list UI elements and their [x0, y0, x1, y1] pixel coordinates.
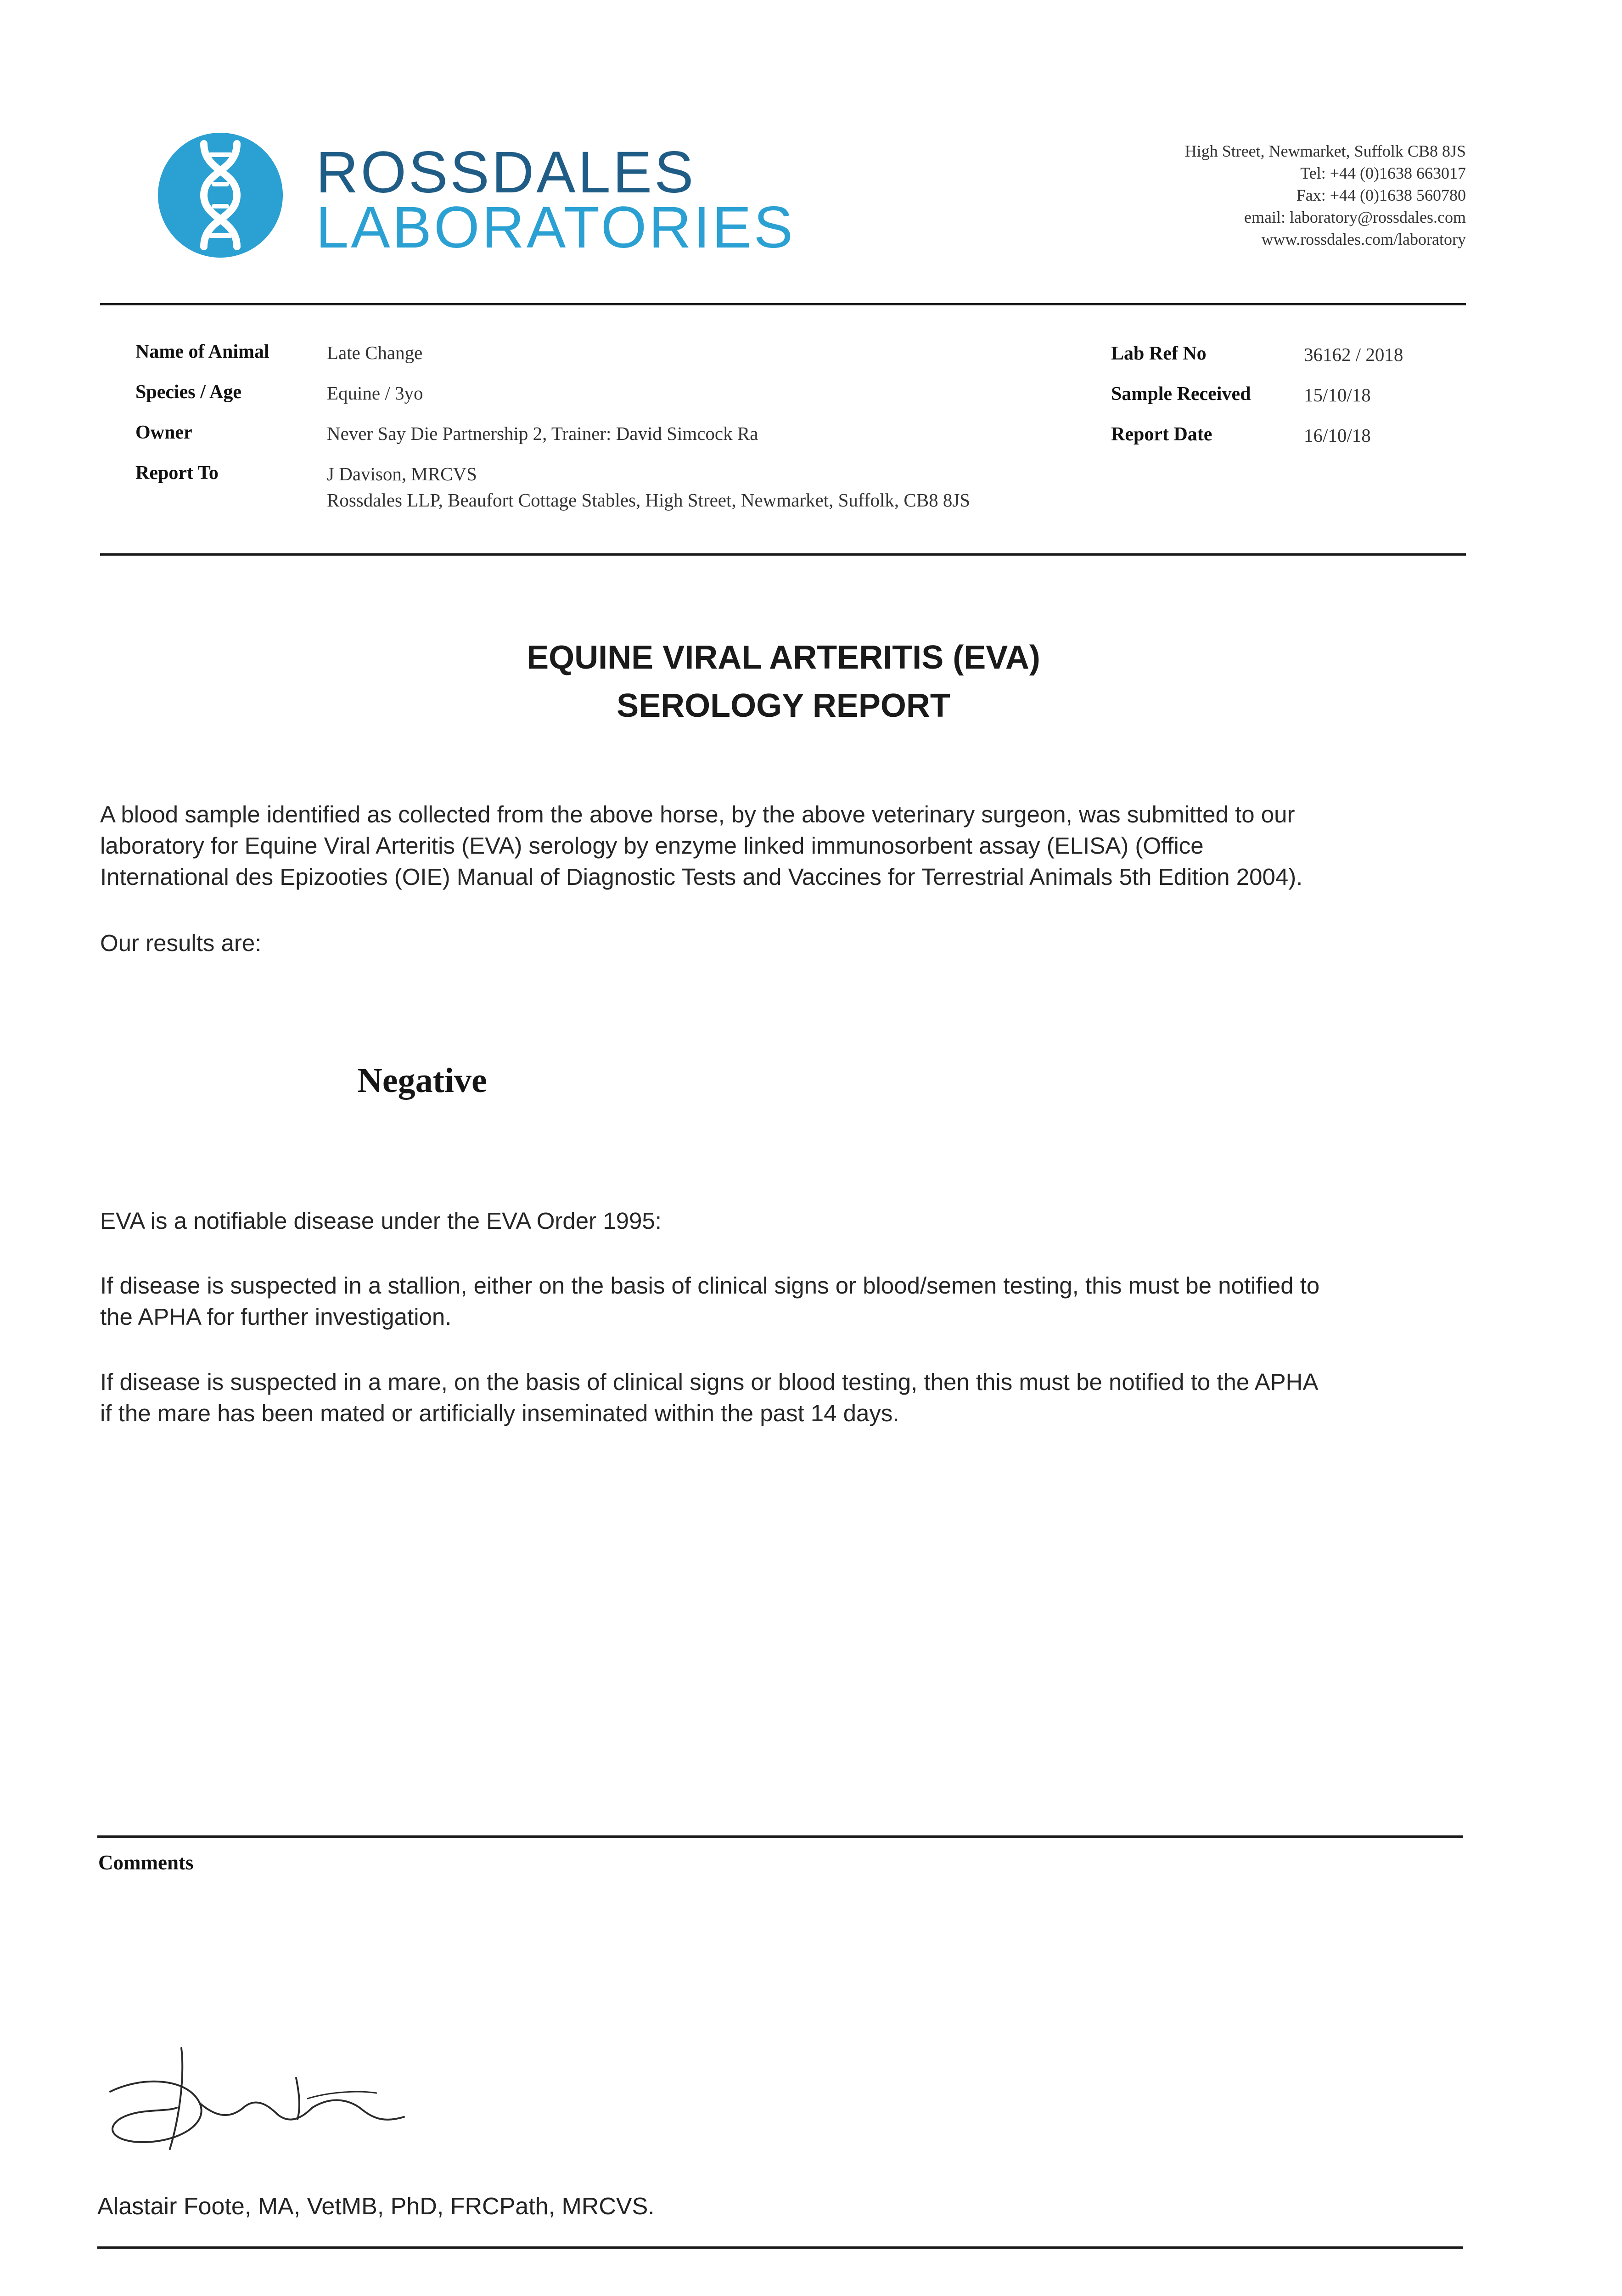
report-title [0, 634, 1567, 730]
dna-logo-icon [156, 131, 285, 259]
name-of-animal-value: Late Change [327, 342, 423, 363]
owner-value: Never Say Die Partnership 2, Trainer: David Simcock Ra [327, 423, 758, 444]
divider [97, 1835, 1463, 1838]
result-value: Negative [357, 1061, 487, 1100]
contact-block [1007, 140, 1466, 250]
divider [100, 303, 1466, 305]
report-to-name: J Davison, MRCVS [327, 463, 477, 484]
intro-line: International des Epizooties (OIE) Manual of Diagnostic Tests and Vaccines for Terrestrial Animals 5th Edition 2004). [100, 864, 1303, 890]
lab-ref-label: Lab Ref No [1111, 343, 1207, 364]
brand-subname: LABORATORIES [316, 195, 795, 260]
sample-received-label: Sample Received [1111, 383, 1251, 405]
brand-name: ROSSDALES [316, 140, 696, 205]
report-to-address: Rossdales LLP, Beaufort Cottage Stables, High Street, Newmarket, Suffolk, CB8 8JS [327, 490, 971, 511]
report-title-line1: EQUINE VIRAL ARTERITIS (EVA) [527, 639, 1040, 676]
species-age-value: Equine / 3yo [327, 383, 423, 404]
contact-email: email: laboratory@rossdales.com [1244, 208, 1466, 226]
contact-tel: Tel: +44 (0)1638 663017 [1300, 164, 1466, 182]
name-of-animal-label: Name of Animal [135, 341, 269, 362]
report-to-label: Report To [135, 462, 219, 484]
intro-line: laboratory for Equine Viral Arteritis (EVA) serology by enzyme linked immunosorbent assay (ELISA) (Office [100, 833, 1204, 859]
results-intro: Our results are: [100, 930, 262, 956]
mare-line: If disease is suspected in a mare, on the basis of clinical signs or blood testing, then this must be notified to the APHA [100, 1369, 1319, 1395]
signatory-name: Alastair Foote, MA, VetMB, PhD, FRCPath, MRCVS. [97, 2193, 655, 2220]
stallion-paragraph [100, 1270, 1470, 1333]
report-date-value: 16/10/18 [1304, 425, 1371, 446]
notifiable-statement: EVA is a notifiable disease under the EVA Order 1995: [100, 1208, 662, 1234]
species-age-label: Species / Age [135, 382, 241, 403]
mare-line: if the mare has been mated or artificially inseminated within the past 14 days. [100, 1400, 899, 1426]
report-title-line2: SEROLOGY REPORT [617, 687, 950, 724]
contact-address: High Street, Newmarket, Suffolk CB8 8JS [1184, 142, 1466, 160]
intro-paragraph [100, 799, 1470, 893]
contact-website: www.rossdales.com/laboratory [1261, 230, 1466, 248]
report-date-label: Report Date [1111, 424, 1212, 445]
mare-paragraph [100, 1367, 1470, 1429]
contact-fax: Fax: +44 (0)1638 560780 [1296, 186, 1466, 204]
sample-received-value: 15/10/18 [1304, 384, 1371, 405]
signature-image [92, 2039, 459, 2167]
owner-label: Owner [135, 422, 192, 443]
lab-ref-value: 36162 / 2018 [1304, 344, 1403, 365]
divider [97, 2246, 1463, 2249]
comments-label: Comments [98, 1851, 194, 1874]
intro-line: A blood sample identified as collected from the above horse, by the above veterinary surgeon, was submitted to our [100, 801, 1295, 827]
stallion-line: the APHA for further investigation. [100, 1304, 452, 1330]
stallion-line: If disease is suspected in a stallion, either on the basis of clinical signs or blood/semen testing, this must be notified to [100, 1272, 1320, 1299]
divider [100, 553, 1466, 556]
